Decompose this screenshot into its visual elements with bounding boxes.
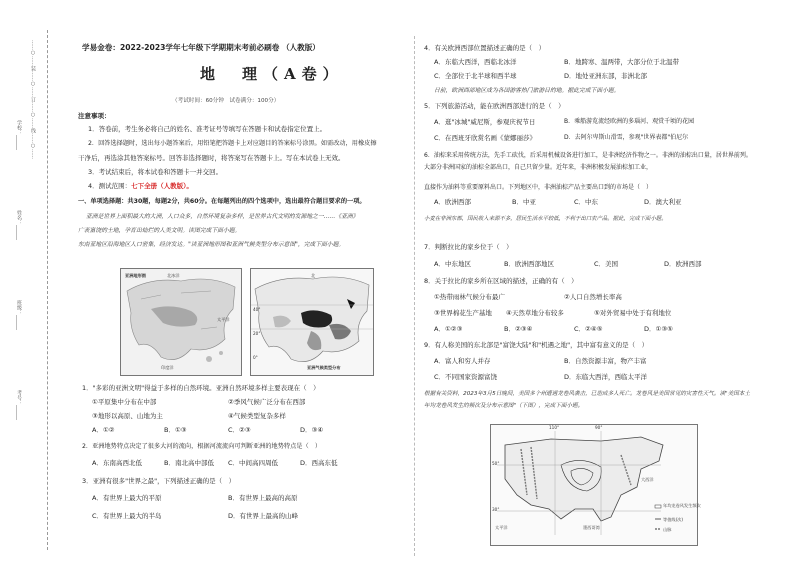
note-1: 1．答卷前，考生务必将自己的姓名、准考证号等填写在答题卡和试卷指定位置上。 [88,125,327,133]
label-40-deg: 40° [253,307,261,312]
q8-option-4: ④天然草地分布较多 [506,309,564,317]
binding-cut-text: ……○……装……○……订……○……线……○…… [30,40,36,159]
q8-choice-d[interactable]: D．①③⑤ [644,325,673,333]
binding-number: 考号：______ [16,390,22,420]
label-50-deg: 50° [492,461,500,466]
q5-choice-d[interactable]: D．去阿尔卑斯山滑雪，参观"世界表都"伯尼尔 [564,134,689,141]
q3-stem: 3．亚洲有很多"世界之最"，下列描述正确的是（ ） [82,477,236,485]
q4-tail: 日前，欧洲西部地区成为各国游客热门旅游目的地。据此完成下面小题。 [434,88,620,94]
label-north: 北 [311,273,316,278]
q6-choice-d[interactable]: D．澳大利亚 [644,198,682,206]
q4-stem: 4．有关欧洲西部位置描述正确的是（ ） [424,44,546,52]
q1-choice-d[interactable]: D．③④ [300,426,324,434]
note-2: 2．回答选择题时，选出每小题答案后，用铅笔把答题卡上对应题目的答案标号涂黑。如需改动，用橡皮擦 [88,140,377,147]
q1-option-3: ③地形以高原、山地为主 [92,412,163,420]
binding-cut-line [47,30,48,550]
section1-intro-3: 东南亚地区沿海地区人口密集，经济发达。"读亚洲地形图和亚洲气候类型分布示意图"，完成下面小题。 [78,242,345,248]
q8-option-2: ②人口自然增长率高 [564,293,622,301]
q1-option-2: ②季风气候广泛分布在西部 [228,398,306,406]
exam-meta: （考试时间：60分钟 试卷满分：100分） [172,98,280,104]
asia-terrain-map [120,268,242,376]
binding-school: 学校：______ [16,120,22,150]
q6-choice-b[interactable]: B．中亚 [512,198,536,206]
q5-choice-b[interactable]: B．乘船游览流经欧洲的多瑙河、观赏千顷的花园 [564,118,695,125]
q4-choice-b[interactable]: B．地跨寒、温两带，大部分位于北温带 [564,58,679,66]
q1-choice-b[interactable]: B．①③ [164,426,187,434]
q2-stem: 2．亚洲地势特点决定了很多大河的流向，根据河流流向可判断亚洲的地势特点是（ ） [82,443,322,450]
column-divider [414,36,415,556]
map-title-climate: 亚洲气候类型分布 [307,365,341,370]
q7-choice-c[interactable]: C．美国 [594,260,619,268]
q5-choice-c[interactable]: C．在西班牙欣赏名画《蒙娜丽莎》 [434,134,537,142]
q4-choice-d[interactable]: D．地处亚洲东部，非洲北部 [564,72,648,80]
label-110-deg: 110° [549,425,560,430]
label-pacific: 太平洋 [495,525,508,530]
q9-tail: 根据有关资料，2023年3月5日晚间，美国多个州遭遇龙卷风袭击，已造成多人死亡。龙卷风是美国常见的灾害性天气。读"美国本土年均龙卷风发生的频次及分布示意图"（下图），完成下面小题。 [424,391,750,409]
note-3: 3．考试结束后，将本试卷和答题卡一并交回。 [88,168,223,176]
q7-choice-b[interactable]: B．欧洲西部地区 [504,260,554,268]
legend-frequency: 年均龙卷风发生频次 [663,503,701,508]
q3-choice-c[interactable]: C．有世界上最大的半岛 [92,512,162,520]
label-30-deg: 30° [492,507,500,512]
q6-tail: 小麦在非洲东部，国民收入来源不多，居民生活水平较低，不利于出口农产品。据此，完成下面小题。 [424,216,667,222]
q3-choice-a[interactable]: A．有世界上最大的平原 [92,494,162,502]
q8-choice-c[interactable]: C．②④⑤ [574,325,603,333]
test-scope: 七下全册（人教版）。 [131,182,193,190]
q5-choice-a[interactable]: A．逛"冰城"威尼斯，参观庆祝节日 [434,118,536,126]
q8-option-3: ③世界棉花生产基地 [434,309,492,317]
q9-choice-a[interactable]: A．富人和穷人并存 [434,357,491,365]
q1-option-1: ①平原集中分布在中部 [92,398,157,406]
asia-climate-map-graphic [251,269,373,375]
label-0-deg: 0° [253,355,258,360]
q8-option-1: ①热带雨林气候分布最广 [434,293,505,301]
q2-choice-c[interactable]: C．中间高四周低 [228,459,279,467]
label-atlantic: 大西洋 [641,477,654,482]
q9-stem: 9．有人称美国的东北部是"富饶大陆"和"机遇之地"，其中富有意义的是（ ） [424,341,649,349]
label-gulf-of-mexico: 墨西哥湾 [583,525,600,530]
label-20-deg: 20° [253,331,261,336]
q7-stem: 7．判断拉比的家乡位于（ ） [424,243,513,251]
map-title-terrain: 亚洲地形图 [125,273,146,278]
q4-choice-c[interactable]: C．全部位于北半球和西半球 [434,72,517,80]
binding-name: 姓名：______ [16,210,22,240]
binding-class: 班级：______ [16,300,22,330]
label-pacific-ocean: 太平洋 [217,317,230,322]
q9-choice-c[interactable]: C．不同国家资源富饶 [434,373,498,381]
q8-choice-a[interactable]: A．①②③ [434,325,463,333]
legend-mountain: 山脉 [663,527,672,532]
section1-intro-2: 广袤富饶的土地，孕育出灿烂的人类文明。读图完成下面小题。 [78,228,241,234]
q9-choice-b[interactable]: B．自然资源丰富，物产丰富 [564,357,647,365]
label-90-deg: 90° [595,425,603,430]
q2-choice-a[interactable]: A．东南高西北低 [92,459,142,467]
exam-title: 学易金卷：2022-2023学年七年级下学期期末考前必刷卷 （人教版） [82,43,320,52]
q1-choice-a[interactable]: A．①② [92,426,115,434]
q5-stem: 5．下列旅游活动，能在欧洲西部进行的是（ ） [424,102,565,110]
asia-climate-map [250,268,374,376]
q2-choice-d[interactable]: D．西高东低 [300,459,338,467]
q1-choice-c[interactable]: C．②③ [228,426,251,434]
note-4: 4．测试范围：七下全册（人教版）。 [88,182,193,190]
q6-choice-a[interactable]: A．欧洲西部 [434,198,471,206]
note-2b: 干净后，再选涂其他答案标号。回答非选择题时，将答案写在答题卡上。写在本试卷上无效。 [78,154,345,162]
q7-choice-a[interactable]: A．中东地区 [434,260,471,268]
q4-choice-a[interactable]: A．东临大西洋，西临北冰洋 [434,58,517,66]
q8-stem: 8．关于拉比的家乡所在区域的描述，正确的有（ ） [424,277,578,285]
q3-choice-d[interactable]: D．有世界上最高的山峰 [228,512,299,520]
section1-intro-1: 亚洲是世界上面积最大的大洲，人口众多，自然环境复杂多样，是世界古代文明的发源地之一……《亚洲》 [86,214,359,220]
us-tornado-map [490,424,701,546]
q8-choice-b[interactable]: B．②③④ [504,325,533,333]
q3-choice-b[interactable]: B．有世界上最高的高原 [228,494,298,502]
q7-choice-d[interactable]: D．欧洲西部 [664,260,702,268]
q1-stem: 1．"多彩的亚洲文明"得益于多样的自然环境。亚洲自然环境多样主要表现在（ ） [82,384,320,392]
q1-option-4: ④气候类型复杂多样 [228,412,286,420]
q6-stem: 6．油棕来采用传统方法，先手工砍伐，后采用机械设备进行加工，是非洲经济作物之一。非洲的油棕出口量，居世界前列。大部分非洲国家的油棕全部出口，自己只留少量。近年来，非洲积极发展油棕加工业， [424,152,752,171]
label-arctic-ocean: 北冰洋 [167,273,180,278]
q6-choice-c[interactable]: C．中东 [574,198,599,206]
q2-choice-b[interactable]: B．南北高中部低 [164,459,214,467]
q9-choice-d[interactable]: D．东临大西洋，西临太平洋 [564,373,648,381]
label-indian-ocean: 印度洋 [161,365,174,370]
section1-heading: 一、单项选择题：共30题，每题2分，共60分。在每题列出的四个选项中，选出最符合题目要求的一项。 [78,198,366,205]
legend-isoline: 等值线(次) [663,517,684,522]
q6-stem-line2: 直接作为油料等重要原料出口。下列地区中，非洲油棕产品主要出口到的市场是（ ） [424,184,653,191]
notes-heading: 注意事项： [78,112,111,120]
q8-option-5: ⑤对外贸易中处于有利地位 [594,309,672,317]
subject-title: 地 理（A卷） [200,65,344,83]
